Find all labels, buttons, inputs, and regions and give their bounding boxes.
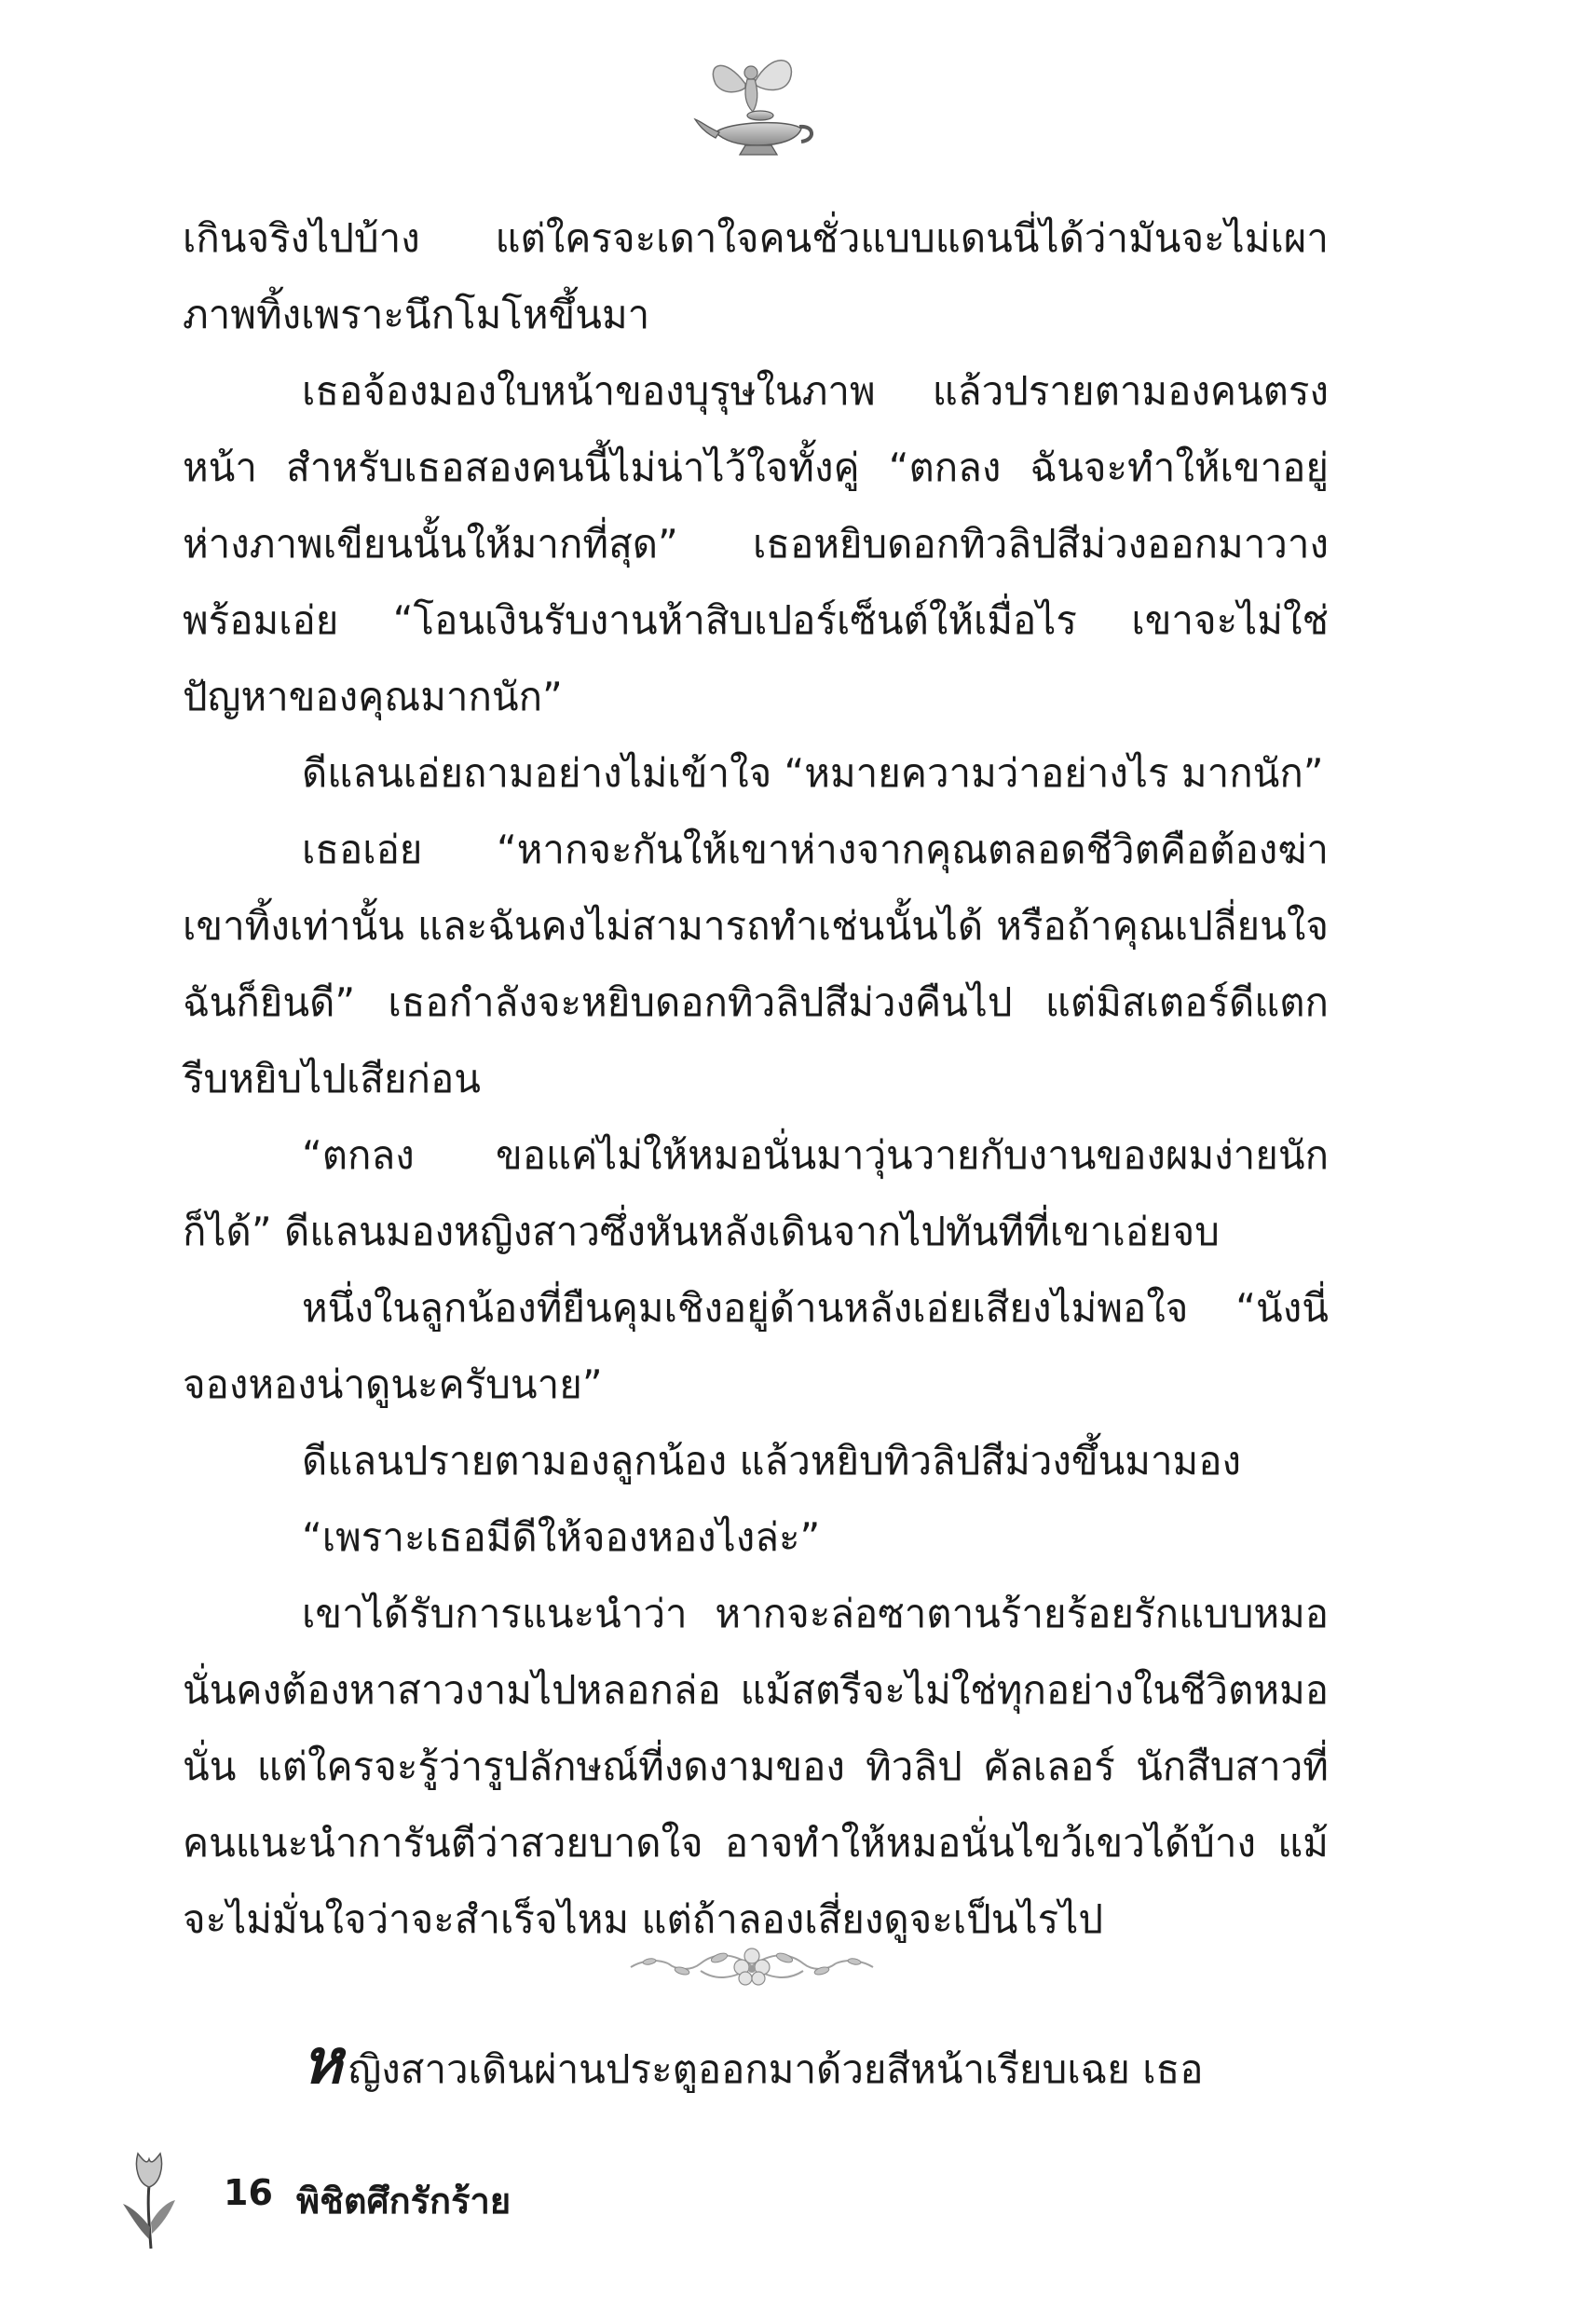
section-start-paragraph <box>183 2026 1329 2108</box>
paragraph: ดีแลนปรายตามองลูกน้อง แล้วหยิบทิวลิปสีม่วงขึ้นมามอง <box>302 1438 1241 1484</box>
paragraph: หนึ่งในลูกน้องที่ยืนคุมเชิงอยู่ด้านหลังเอ่ยเสียงไม่พอใจ “นังนี่จองหองน่าดูนะครับนาย” <box>183 1285 1329 1407</box>
paragraph: เธอจ้องมองใบหน้าของบุรุษในภาพ แล้วปรายตามองคนตรงหน้า สำหรับเธอสองคนนี้ไม่น่าไว้ใจทั้งคู่ “ตกลง ฉันจะทำให้เขาอยู่ห่างภาพเขียนนั้นให้มากที่สุด” เธอหยิบดอกทิวลิปสีม่วงออกมาวาง พร้อมเอ่ย “โอนเงินรับงานห้าสิบเปอร์เซ็นต์ให้เมื่อไร เขาจะไม่ใช่ปัญหาของคุณมากนัก” <box>183 368 1329 719</box>
paragraph: “เพราะเธอมีดีให้จองหองไงล่ะ” <box>302 1514 821 1560</box>
genie-lamp-fairy-icon <box>688 47 818 163</box>
paragraph: “ตกลง ขอแค่ไม่ให้หมอนั่นมาวุ่นวายกับงานของผมง่ายนักก็ได้” ดีแลนมองหญิงสาวซึ่งหันหลังเดินจากไปทันทีที่เขาเอ่ยจบ <box>183 1132 1329 1254</box>
paragraph: ดีแลนเอ่ยถามอย่างไม่เข้าใจ “หมายความว่าอย่างไร มากนัก” <box>302 750 1324 796</box>
paragraph: เขาได้รับการแนะนำว่า หากจะล่อซาตานร้ายร้อยรักแบบหมอนั่นคงต้องหาสาวงามไปหลอกล่อ แม้สตรีจะไม่ใช่ทุกอย่างในชีวิตหมอนั่น แต่ใครจะรู้ว่ารูปลักษณ์ที่งดงามของ ทิวลิป คัลเลอร์ นักสืบสาวที่คนแนะนำการันตีว่าสวยบาดใจ อาจทำให้หมอนั่นไขว้เขวได้บ้าง แม้จะไม่มั่นใจว่าจะสำเร็จไหม แต่ถ้าลองเสี่ยงดูจะเป็นไรไป <box>183 1591 1329 1942</box>
drop-cap-letter: ห <box>302 2026 343 2098</box>
paragraph: เธอเอ่ย “หากจะกันให้เขาห่างจากคุณตลอดชีวิตคือต้องฆ่าเขาทิ้งเท่านั้น และฉันคงไม่สามารถทำเช่นนั้นได้ หรือถ้าคุณเปลี่ยนใจ ฉันก็ยินดี” เธอกำลังจะหยิบดอกทิวลิปสีม่วงคืนไป แต่มิสเตอร์ดีแตกรีบหยิบไปเสียก่อน <box>183 827 1329 1101</box>
book-title: พิชิตศึกรักร้าย <box>296 2181 512 2222</box>
page-number: 16 <box>224 2172 273 2213</box>
paragraph: เกินจริงไปบ้าง แต่ใครจะเดาใจคนชั่วแบบแดนนี่ได้ว่ามันจะไม่เผาภาพทิ้งเพราะนึกโมโหขึ้นมา <box>183 215 1329 337</box>
tulip-icon <box>121 2148 177 2250</box>
section-start-text: ญิงสาวเดินผ่านประตูออกมาด้วยสีหน้าเรียบเฉย เธอ <box>348 2046 1204 2092</box>
page-footer <box>121 2148 680 2250</box>
floral-divider-icon <box>626 1934 878 1999</box>
body-text <box>183 200 1329 1958</box>
